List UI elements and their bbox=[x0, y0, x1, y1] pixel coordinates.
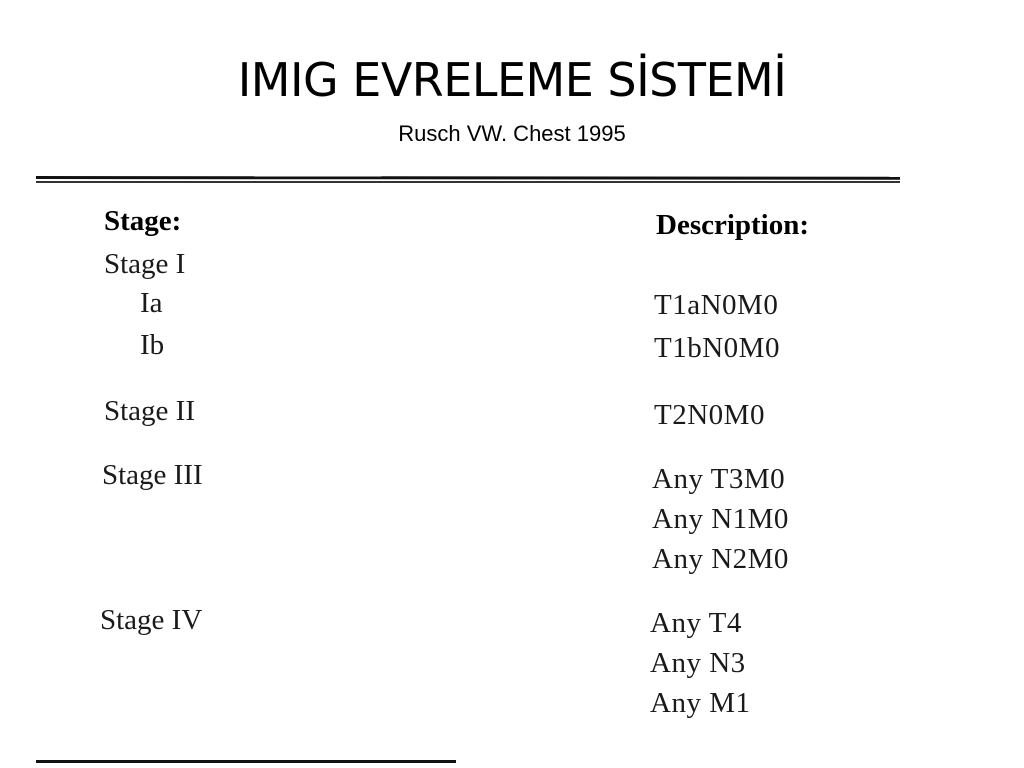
stage-description: T1aN0M0 bbox=[654, 289, 779, 321]
stage-description: Any N1M0 bbox=[652, 503, 789, 535]
slide-title: IMIG EVRELEME SİSTEMİ bbox=[237, 53, 787, 107]
stage-label: Stage IV bbox=[100, 604, 203, 636]
stage-description: Any M1 bbox=[650, 687, 751, 719]
stage-description: Any T3M0 bbox=[652, 463, 786, 495]
table-top-rule bbox=[36, 176, 900, 180]
stage-description: Any N2M0 bbox=[652, 543, 789, 575]
substage-label: Ib bbox=[140, 329, 165, 361]
slide-subtitle: Rusch VW. Chest 1995 bbox=[398, 121, 626, 146]
table-bottom-rule bbox=[36, 760, 456, 763]
stage-description: Any T4 bbox=[650, 607, 742, 639]
stage-label: Stage III bbox=[102, 459, 203, 491]
column-header-stage: Stage: bbox=[104, 205, 182, 237]
stage-description: Any N3 bbox=[650, 647, 746, 679]
table-top-rule-second bbox=[36, 181, 900, 183]
column-header-description: Description: bbox=[656, 209, 810, 241]
stage-label: Stage I bbox=[104, 248, 186, 280]
stage-description: T1bN0M0 bbox=[654, 332, 780, 364]
stage-description: T2N0M0 bbox=[654, 399, 765, 431]
substage-label: Ia bbox=[140, 287, 163, 319]
stage-label: Stage II bbox=[104, 395, 195, 427]
